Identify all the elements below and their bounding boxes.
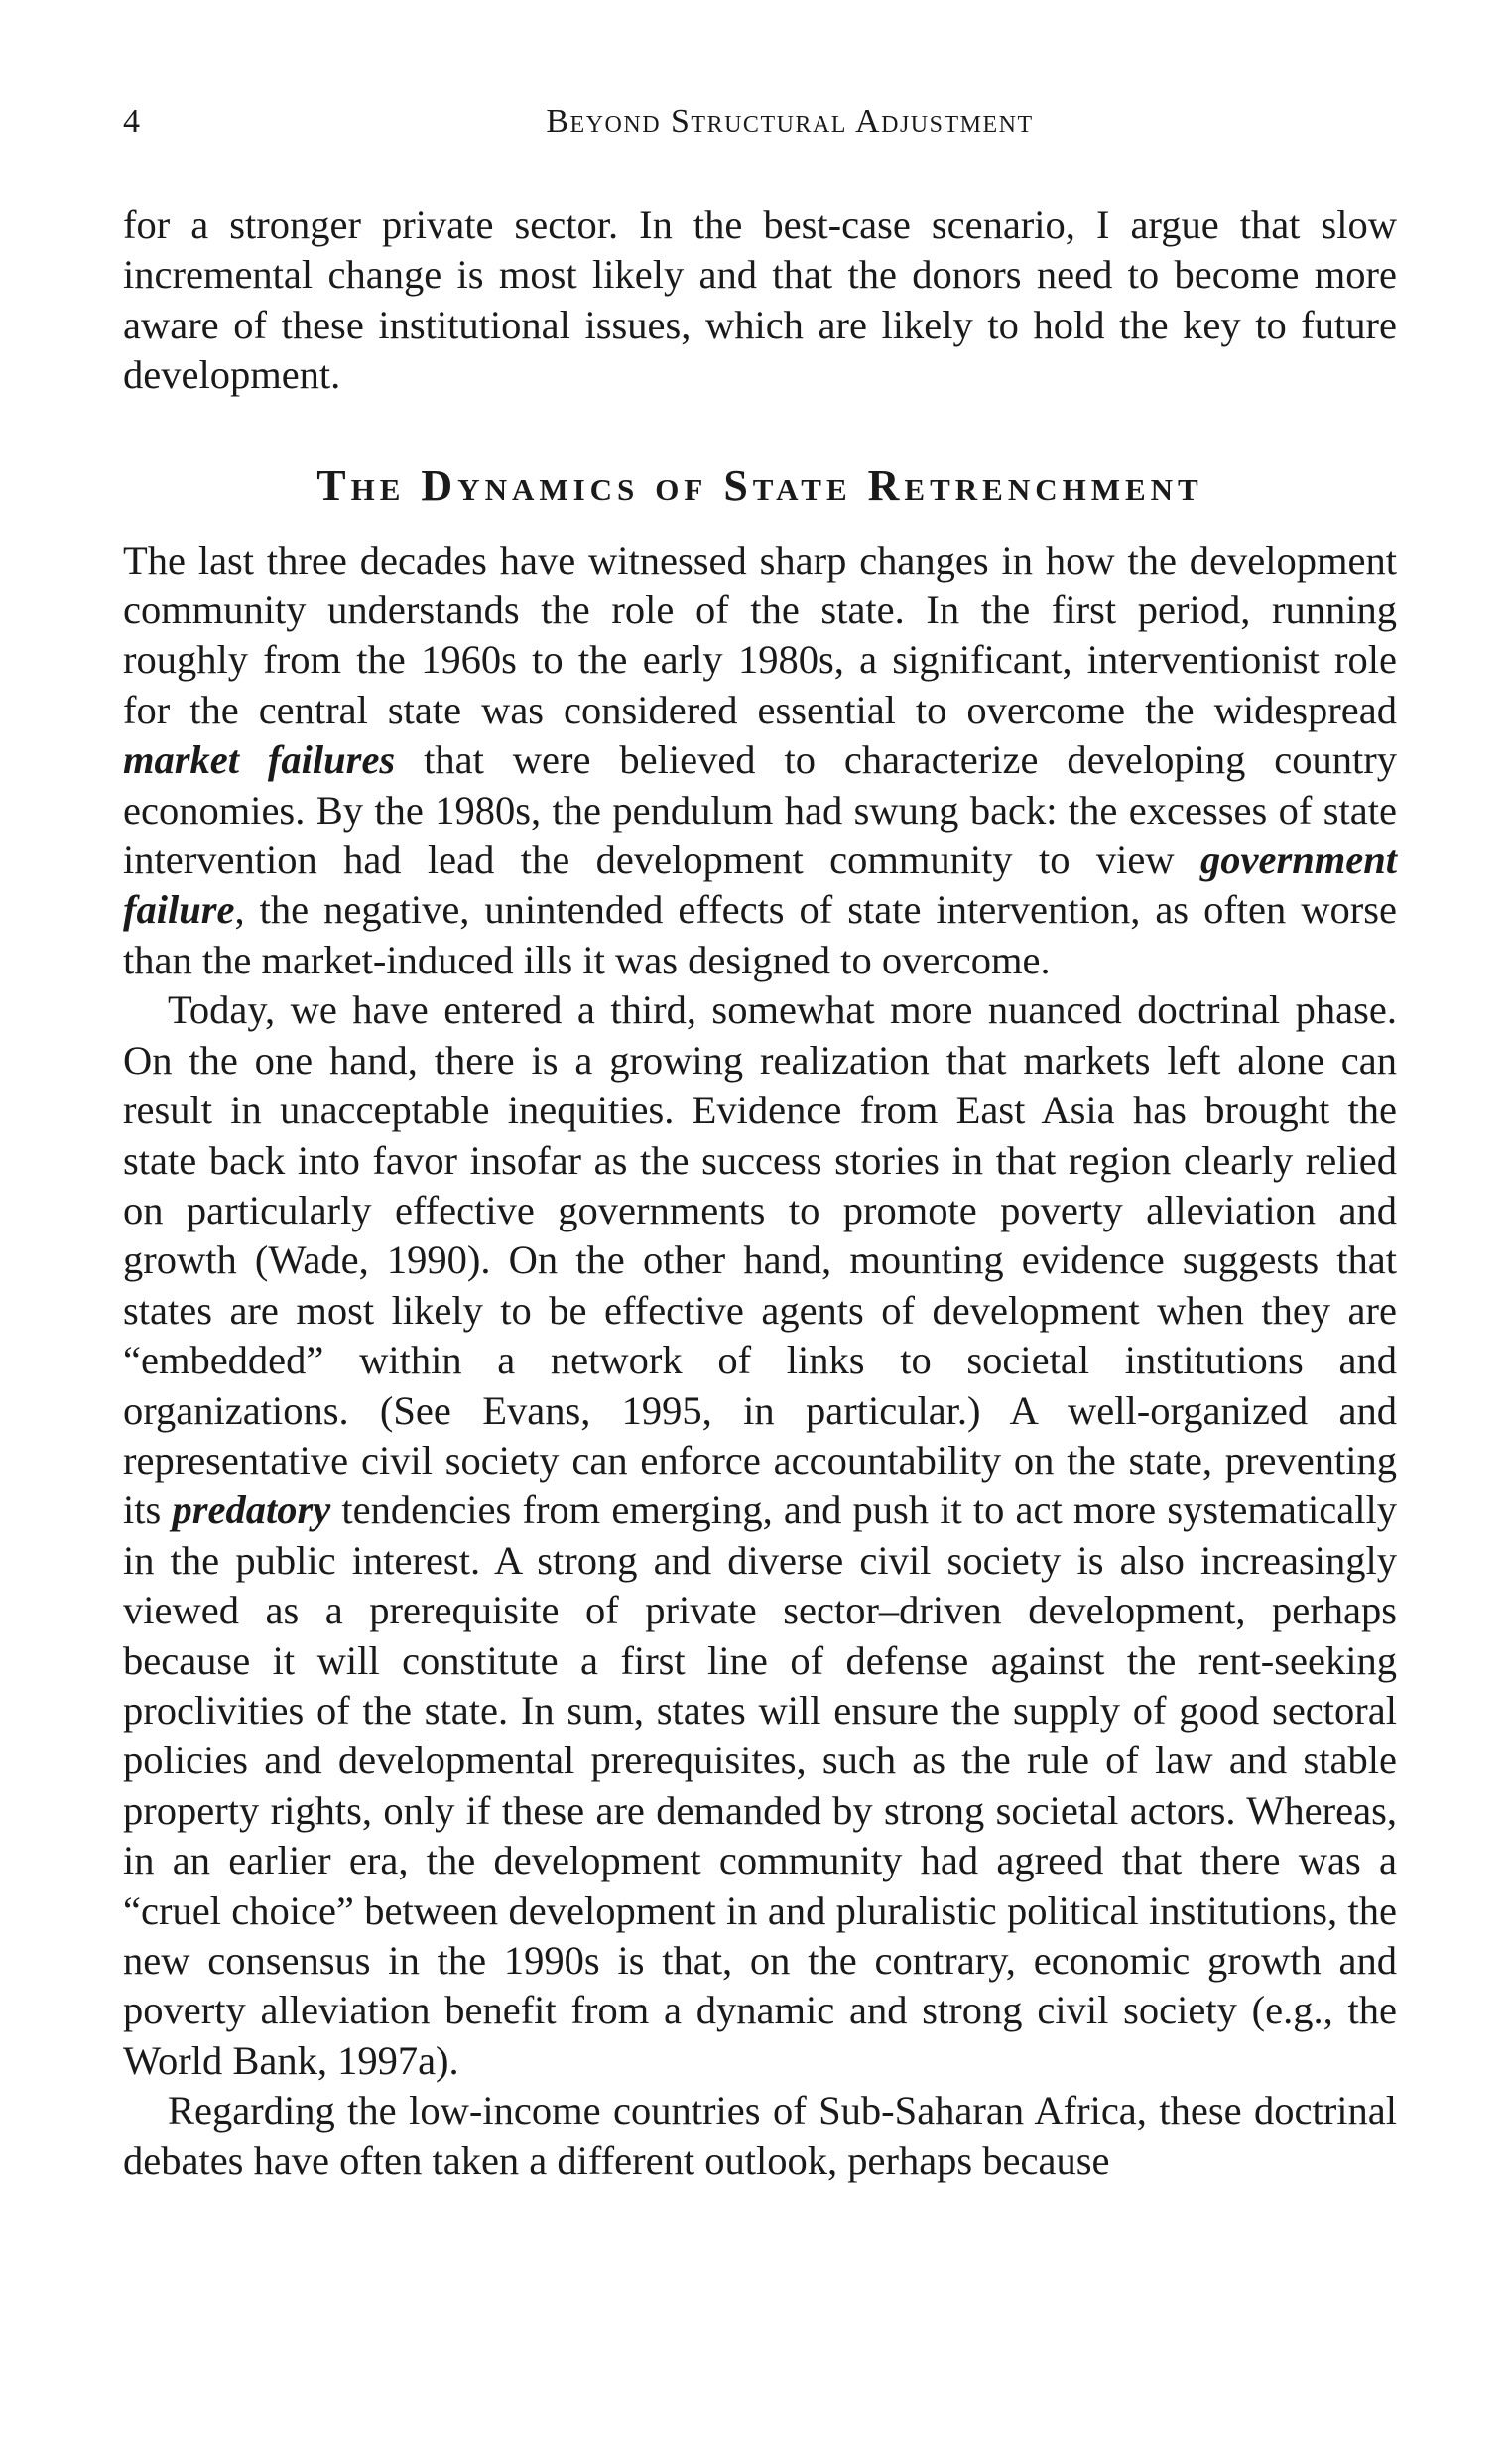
running-head bbox=[123, 103, 1397, 163]
paragraph-text: tendencies from emerging, and push it to act more systematically in the public interest. A strong and diverse civil society is also increasingly viewed as a prerequisite of private sector–driven development, perhaps because it will constitute a first line of defense against the rent-seeking proclivities of the state. In sum, states will ensure the supply of good sectoral policies and developmental prerequisites, such as the rule of law and stable property rights, only if these are demanded by strong societal actors. Whereas, in an earlier era, the development community had agreed that there was a “cruel choice” between development in and pluralistic political institutions, the new consensus in the 1990s is that, on the contrary, economic growth and poverty alleviation benefit from a dynamic and strong civil society (e.g., the World Bank, 1997a). bbox=[123, 1488, 1398, 2083]
paragraph-text: Today, we have entered a third, somewhat more nuanced doctrinal phase. On the one hand, there is a growing realization that markets left alone can result in unacceptable inequities. Evidence from East Asia has brought the state back into favor insofar as the success stories in that region clearly relied on particularly effective governments to promote poverty alleviation and growth (Wade, 1990). On the other hand, mounting evidence suggests that states are most likely to be effective agents of development when they are “embedded” within a network of links to societal institutions and organizations. (See Evans, 1995, in particular.) A well-organized and representative civil society can enforce accountability on the state, preventing its bbox=[123, 987, 1397, 1533]
paragraph-text: , the negative, unintended effects of state intervention, as often worse than the market-induced ills it was designed to overcome. bbox=[123, 887, 1397, 982]
paragraph-text: that were believed to characterize developing country economies. By the 1980s, the pendulum had swung back: the excesses of state intervention had lead the development community to view bbox=[123, 737, 1397, 883]
paragraph-text: The last three decades have witnessed sharp changes in how the development community understands the role of the state. In the first period, running roughly from the 1960s to the early 1980s, a significant, interventionist role for the central state was considered essential to overcome the widespread bbox=[123, 537, 1397, 732]
body-text bbox=[123, 200, 1397, 2186]
page-number: 4 bbox=[123, 103, 140, 140]
paragraph-state-role bbox=[123, 536, 1397, 986]
term-market-failures: market failures bbox=[123, 737, 396, 783]
opening-paragraph: for a stronger private sector. In the best-case scenario, I argue that slow incremental change is most likely and that the donors need to become more aware of these institutional issues, which are likely to hold the key to future development. bbox=[123, 202, 1397, 398]
term-predatory: predatory bbox=[172, 1488, 331, 1533]
section-heading: The Dynamics of State Retrenchment bbox=[316, 460, 1203, 510]
book-title: Beyond Structural Adjustment bbox=[546, 103, 1034, 140]
paragraph-sub-saharan-africa: Regarding the low-income countries of Sub-Saharan Africa, these doctrinal debates have often taken a different outlook, perhaps because bbox=[123, 2088, 1397, 2183]
term-government-failure: government failure bbox=[123, 838, 1397, 933]
paragraph-third-phase bbox=[123, 985, 1397, 2086]
